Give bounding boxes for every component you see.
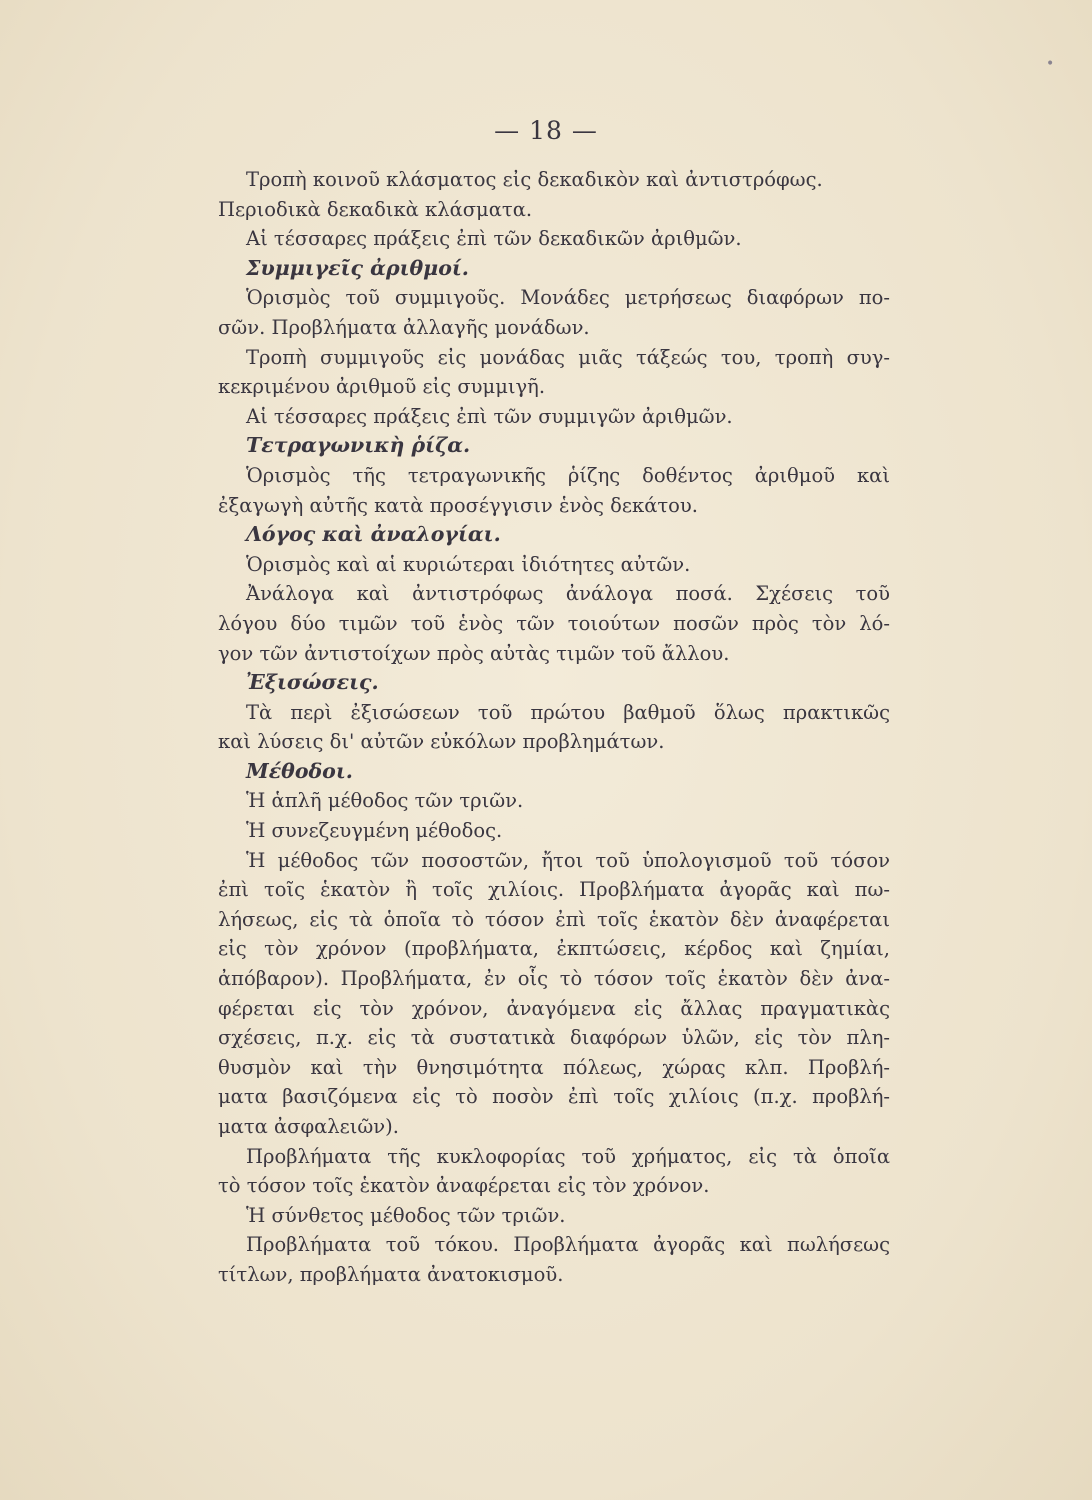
text-line: κεκριμένου ἀριθμοῦ εἰς συμμιγῆ. [218, 375, 546, 399]
text-line: Ἡ συνεζευγμένη μέθοδος. [246, 819, 503, 843]
text-line: σχέσεις, π.χ. εἰς τὰ συστατικὰ διαφόρων ὑλῶν, εἰς τὸν πλη- [218, 1026, 890, 1050]
text-line: Τροπὴ συμμιγοῦς εἰς μονάδας μιᾶς τάξεώς του, τροπὴ συγ- [246, 345, 890, 369]
section-heading: Λόγος καὶ ἀναλογίαι. [246, 522, 501, 547]
section-heading: Τετραγωνικὴ ῥίζα. [246, 433, 471, 458]
text-line: Αἱ τέσσαρες πράξεις ἐπὶ τῶν δεκαδικῶν ἀριθμῶν. [246, 227, 742, 251]
text-line: ἐπὶ τοῖς ἑκατὸν ἢ τοῖς χιλίοις. Προβλήματα ἀγορᾶς καὶ πω- [218, 878, 890, 902]
text-line: Προβλήματα τοῦ τόκου. Προβλήματα ἀγορᾶς καὶ πωλήσεως [246, 1233, 890, 1257]
text-line: λόγου δύο τιμῶν τοῦ ἑνὸς τῶν τοιούτων ποσῶν πρὸς τὸν λό- [218, 611, 890, 635]
text-line: ἀπόβαρον). Προβλήματα, ἐν οἷς τὸ τόσον τοῖς ἑκατὸν δὲν ἀνα- [218, 967, 890, 991]
page-body-text [218, 165, 890, 1290]
text-line: Προβλήματα τῆς κυκλοφορίας τοῦ χρήματος, εἰς τὰ ὁποῖα [246, 1144, 890, 1168]
text-line: ματα βασιζόμενα εἰς τὸ ποσὸν ἐπὶ τοῖς χιλίοις (π.χ. προβλή- [218, 1085, 890, 1109]
text-line: Ὁρισμὸς τῆς τετραγωνικῆς ῥίζης δοθέντος ἀριθμοῦ καὶ [246, 463, 890, 487]
margin-speck: • [1046, 56, 1055, 72]
text-line: θυσμὸν καὶ τὴν θνησιμότητα πόλεως, χώρας κλπ. Προβλή- [218, 1055, 890, 1079]
text-line: τίτλων, προβλήματα ἀνατοκισμοῦ. [218, 1262, 564, 1286]
text-line: εἰς τὸν χρόνον (προβλήματα, ἐκπτώσεις, κέρδος καὶ ζημίαι, [218, 937, 890, 961]
section-heading: Συμμιγεῖς ἀριθμοί. [246, 255, 469, 280]
text-line: Ἀνάλογα καὶ ἀντιστρόφως ἀνάλογα ποσά. Σχέσεις τοῦ [246, 582, 890, 606]
text-line: λήσεως, εἰς τὰ ὁποῖα τὸ τόσον ἐπὶ τοῖς ἑκατὸν δὲν ἀναφέρεται [218, 907, 890, 931]
text-line: Ἡ μέθοδος τῶν ποσοστῶν, ἤτοι τοῦ ὑπολογισμοῦ τοῦ τόσον [246, 848, 890, 872]
text-line: Ὁρισμὸς καὶ αἱ κυριώτεραι ἰδιότητες αὐτῶν. [246, 552, 691, 576]
text-line: Αἱ τέσσαρες πράξεις ἐπὶ τῶν συμμιγῶν ἀριθμῶν. [246, 404, 733, 428]
section-heading: Μέθοδοι. [246, 758, 353, 783]
text-line: τὸ τόσον τοῖς ἑκατὸν ἀναφέρεται εἰς τὸν χρόνον. [218, 1174, 710, 1198]
text-line: Τὰ περὶ ἐξισώσεων τοῦ πρώτου βαθμοῦ ὅλως πρακτικῶς [246, 700, 890, 724]
text-line: φέρεται εἰς τὸν χρόνον, ἀναγόμενα εἰς ἄλλας πραγματικὰς [218, 996, 890, 1020]
text-line: γον τῶν ἀντιστοίχων πρὸς αὐτὰς τιμῶν τοῦ ἄλλου. [218, 641, 730, 665]
text-line: Ὁρισμὸς τοῦ συμμιγοῦς. Μονάδες μετρήσεως διαφόρων πο- [246, 286, 890, 310]
text-line: Ἡ σύνθετος μέθοδος τῶν τριῶν. [246, 1203, 566, 1227]
text-line: σῶν. Προβλήματα ἀλλαγῆς μονάδων. [218, 315, 590, 339]
section-heading: Ἐξισώσεις. [246, 670, 379, 695]
text-line: ἐξαγωγὴ αὐτῆς κατὰ προσέγγισιν ἑνὸς δεκάτου. [218, 493, 698, 517]
text-line: καὶ λύσεις δι' αὐτῶν εὐκόλων προβλημάτων. [218, 730, 665, 754]
text-line: Περιοδικὰ δεκαδικὰ κλάσματα. [218, 197, 533, 221]
page-number: — 18 — [494, 116, 598, 145]
text-line: Ἡ ἁπλῆ μέθοδος τῶν τριῶν. [246, 789, 524, 813]
text-line: Τροπὴ κοινοῦ κλάσματος εἰς δεκαδικὸν καὶ ἀντιστρόφως. [246, 168, 823, 191]
text-line: ματα ἀσφαλειῶν). [218, 1115, 399, 1138]
